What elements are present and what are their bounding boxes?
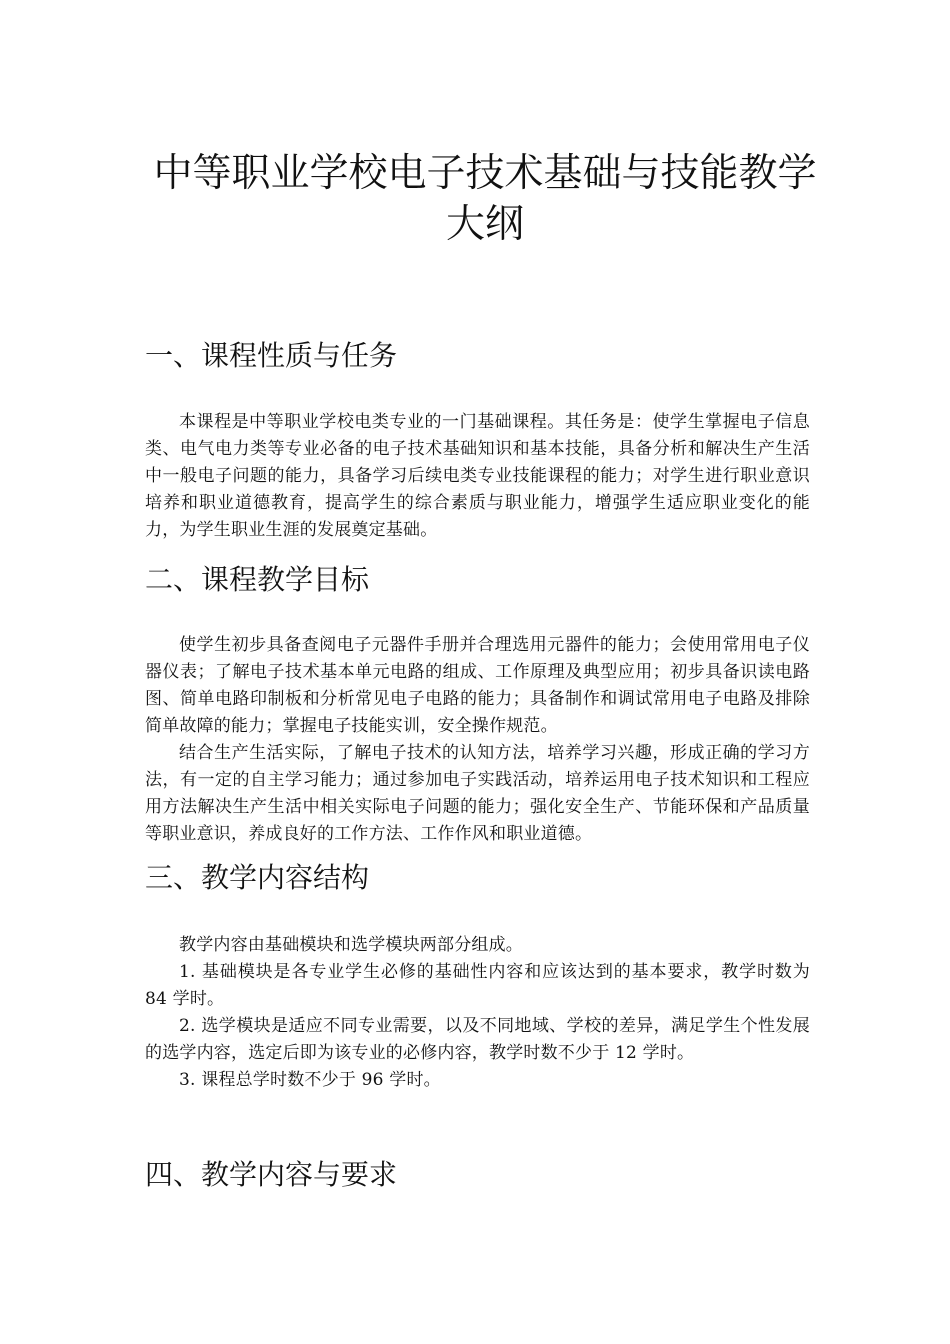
section-3-paragraph-2: 1. 基础模块是各专业学生必修的基础性内容和应该达到的基本要求，教学时数为 84 学时。 — [145, 962, 810, 1009]
section-3-paragraph-4: 3. 课程总学时数不少于 96 学时。 — [179, 1070, 441, 1090]
section-1-paragraph-1: 本课程是中等职业学校电类专业的一门基础课程。其任务是：使学生掌握电子信息类、电气电力类等专业必备的电子技术基础知识和基本技能，具备分析和解决生产生活中一般电子问题的能力，具备学习后续电类专业技能课程的能力；对学生进行职业意识培养和职业道德教育，提高学生的综合素质与职业能力，增强学生适应职业变化的能力，为学生职业生涯的发展奠定基础。 — [145, 412, 810, 540]
section-body-2 — [145, 632, 810, 848]
section-heading-4: 四、教学内容与要求 — [145, 1158, 398, 1191]
section-heading-1: 一、课程性质与任务 — [145, 339, 398, 372]
section-3-paragraph-3: 2. 选学模块是适应不同专业需要，以及不同地域、学校的差异，满足学生个性发展的选学内容，选定后即为该专业的必修内容，教学时数不少于 12 学时。 — [145, 1016, 810, 1063]
section-heading-2: 二、课程教学目标 — [145, 563, 370, 596]
section-heading-3: 三、教学内容结构 — [145, 861, 370, 894]
section-2-paragraph-1: 使学生初步具备查阅电子元器件手册并合理选用元器件的能力；会使用常用电子仪器仪表；了解电子技术基本单元电路的组成、工作原理及典型应用；初步具备识读电路图、简单电路印制板和分析常见电子电路的能力；具备制作和调试常用电子电路及排除简单故障的能力；掌握电子技能实训，安全操作规范。 — [145, 635, 810, 736]
section-2-paragraph-2: 结合生产生活实际，了解电子技术的认知方法，培养学习兴趣，形成正确的学习方法，有一定的自主学习能力；通过参加电子实践活动，培养运用电子技术知识和工程应用方法解决生产生活中相关实际电子问题的能力；强化安全生产、节能环保和产品质量等职业意识，养成良好的工作方法、工作作风和职业道德。 — [145, 743, 810, 844]
section-3-paragraph-1: 教学内容由基础模块和选学模块两部分组成。 — [179, 935, 523, 955]
document-title: 中等职业学校电子技术基础与技能教学大纲 — [153, 151, 817, 247]
section-body-1 — [145, 409, 810, 544]
section-body-3 — [145, 932, 810, 1094]
